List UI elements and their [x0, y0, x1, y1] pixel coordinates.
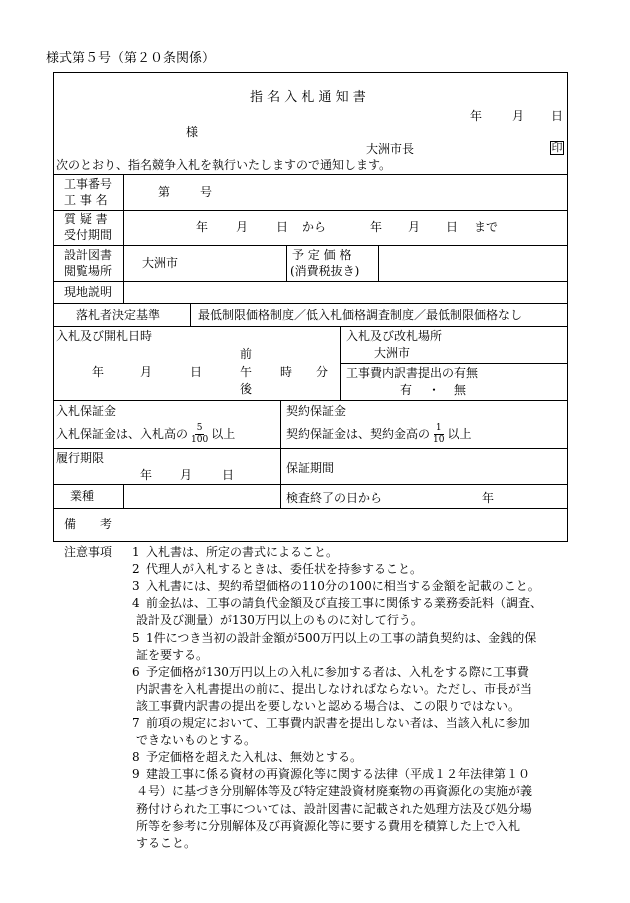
kaisatsu-month: 月 — [140, 365, 153, 379]
period-day-to: 日 — [446, 220, 459, 234]
rikou-day: 日 — [222, 468, 235, 482]
go-text: 号 — [200, 185, 213, 199]
rakusatsu-label: 落札者決定基準 — [76, 308, 161, 322]
shohizei-label: (消費税抜き) — [290, 264, 360, 278]
note-line: すること。 — [136, 835, 197, 850]
period-month-to: 月 — [408, 220, 421, 234]
note-line: 内訳書を入札書提出の前に、提出しなければならない。ただし、市長が当 — [136, 681, 533, 696]
gogo-ushiro: 後 — [240, 382, 253, 396]
note-line: 前項の規定において、工事費内訳書を提出しない者は、当該入札に参加 — [146, 716, 530, 730]
nyusatsu-place: 大洲市 — [374, 346, 411, 360]
note-number: 8 — [132, 750, 140, 765]
note-number: 7 — [132, 716, 140, 730]
nyusatsu-place-label: 入札及び改札場所 — [346, 329, 443, 343]
note-line: ４号）に基づき分別解体等及び特定建設資材廃棄物の再資源化の実施が義 — [136, 784, 533, 799]
dot-separator: ・ — [428, 383, 441, 397]
gozen-mae: 前 — [240, 347, 253, 361]
note-line: 予定価格を超えた入札は、無効とする。 — [146, 750, 363, 765]
notes-label: 注意事項 — [64, 545, 113, 559]
form-number: 様式第５号（第２０条関係） — [46, 51, 216, 66]
date-month: 月 — [512, 109, 525, 123]
ari-text: 有 — [400, 383, 413, 397]
shitsugi-label-2: 受付期間 — [64, 228, 113, 242]
note-number: 3 — [132, 579, 140, 594]
note-line: 該工事費内訳書の提出を要しないと認める場合は、この限りではない。 — [136, 698, 521, 713]
shitsugi-label-1: 質 疑 書 — [64, 212, 108, 226]
note-line: 代理人が入札するときは、委任状を持参すること。 — [146, 562, 423, 577]
dai-text: 第 — [158, 185, 171, 199]
gyoshu-label: 業種 — [70, 489, 95, 503]
period-day-from: 日 — [276, 220, 289, 234]
koji-name-label: 工 事 名 — [64, 193, 108, 207]
note-line: 入札書は、所定の書式によること。 — [146, 545, 339, 559]
issuer-name: 大洲市長 — [366, 142, 415, 156]
rikou-label: 履行期限 — [56, 451, 105, 465]
keiyaku-label: 契約保証金 — [286, 404, 347, 418]
period-year-from: 年 — [196, 220, 209, 234]
date-day: 日 — [551, 109, 564, 123]
rikou-month: 月 — [180, 468, 193, 482]
sekkei-label-1: 設計図書 — [64, 248, 113, 262]
yotei-kakaku-label: 予 定 価 格 — [292, 248, 352, 262]
note-number: 9 — [132, 767, 140, 782]
note-line: 1件につき当初の設計金額が500万円以上の工事の請負契約は、金銭的保 — [146, 630, 537, 645]
hosho-nen: 年 — [482, 491, 495, 505]
kaisatsu-year: 年 — [92, 365, 105, 379]
nyusatsu-datetime-label: 入札及び開札日時 — [56, 329, 153, 343]
period-year-to: 年 — [370, 220, 383, 234]
sekkei-place: 大洲市 — [142, 256, 179, 270]
kensa-text: 検査終了の日から — [286, 491, 383, 505]
seal-mark: 印 — [551, 141, 563, 154]
note-number: 2 — [132, 562, 140, 577]
biko-label: 備 考 — [64, 517, 113, 531]
genchi-label: 現地説明 — [64, 285, 113, 299]
rikou-year: 年 — [140, 468, 153, 482]
hosho-label: 保証期間 — [286, 461, 335, 475]
intro-text: 次のとおり、指名競争入札を執行いたしますので通知します。 — [56, 158, 392, 172]
fun-text: 分 — [316, 365, 329, 379]
notes-list — [132, 544, 572, 894]
sekkei-label-2: 閲覧場所 — [64, 264, 113, 278]
note-number: 6 — [132, 664, 140, 679]
note-number: 1 — [132, 545, 140, 559]
note-line: 所等を参考に分別解体及び再資源化等に要する費用を積算した上で入札 — [136, 818, 521, 833]
addressee-sama: 様 — [186, 125, 199, 139]
uchiwake-label: 工事費内訳書提出の有無 — [346, 366, 479, 380]
note-line: 建設工事に係る資材の再資源化等に関する法律（平成１２年法律第１０ — [146, 767, 531, 782]
note-number: 5 — [132, 630, 140, 645]
ji-text: 時 — [280, 365, 293, 379]
note-line: 務付けられた工事については、設計図書に記載された処理方法及び処分場 — [136, 801, 532, 816]
gozen-go-char: 午 — [240, 365, 253, 379]
nashi-text: 無 — [454, 383, 467, 397]
note-line: 証を要する。 — [136, 647, 209, 662]
hoshokin-label: 入札保証金 — [56, 404, 117, 418]
rakusatsu-value: 最低制限価格制度／低入札価格調査制度／最低制限価格なし — [198, 308, 523, 322]
date-year: 年 — [470, 109, 483, 123]
note-line: できないものとする。 — [136, 733, 257, 748]
period-month-from: 月 — [236, 220, 249, 234]
note-line: 入札書には、契約希望価格の110分の100に相当する金額を記載のこと。 — [146, 579, 540, 594]
note-line: 設計及び測量）が130万円以上のものに対して行う。 — [136, 613, 423, 628]
kara-text: から — [302, 220, 327, 234]
note-number: 4 — [132, 596, 140, 611]
note-line: 予定価格が130万円以上の入札に参加する者は、入札をする際に工事費 — [146, 664, 529, 679]
document-title: 指 名 入 札 通 知 書 — [250, 90, 366, 105]
hoshokin-text: 入札保証金は、入札高の $\frac{5}{100}$ 以上 — [56, 423, 236, 445]
kaisatsu-day: 日 — [190, 365, 203, 379]
made-text: まで — [474, 220, 499, 234]
keiyaku-text: 契約保証金は、契約金高の $\frac{1}{10}$ 以上 — [286, 423, 472, 445]
koji-no-label: 工事番号 — [64, 177, 113, 191]
note-line: 前金払は、工事の請負代金額及び直接工事に関係する業務委託料（調査、 — [146, 596, 543, 611]
